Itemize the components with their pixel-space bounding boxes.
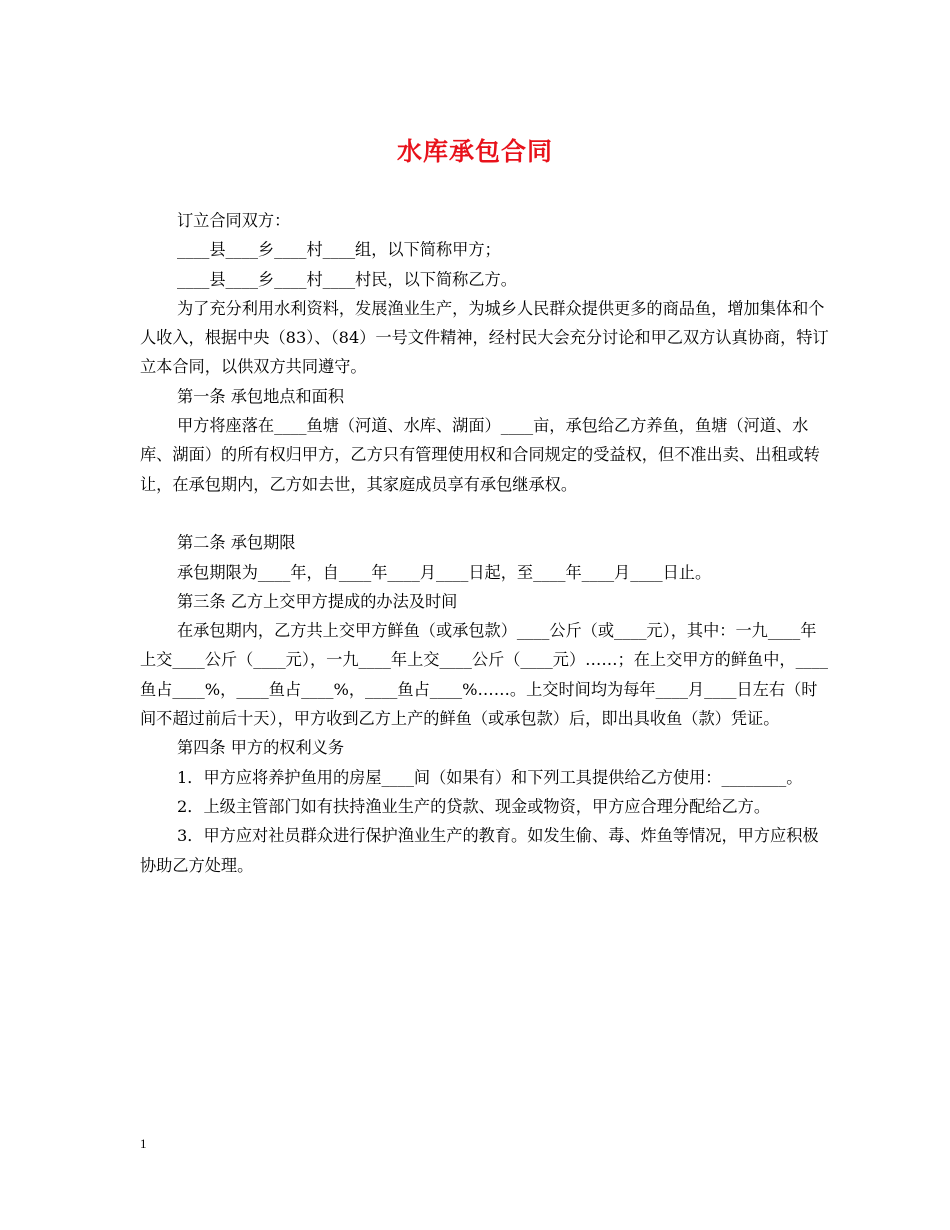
- article-3-heading: 第三条 乙方上交甲方提成的办法及时间: [177, 591, 458, 611]
- paragraph-party-b: ____县____乡____村____村民，以下简称乙方。: [177, 269, 517, 289]
- article-4-item-2: 2．上级主管部门如有扶持渔业生产的贷款、现金或物资，甲方应合理分配给乙方。: [177, 796, 771, 816]
- paragraph-party-a: ____县____乡____村____组，以下简称甲方；: [177, 240, 501, 260]
- article-1-body: 甲方将座落在____鱼塘（河道、水库、湖面）____亩，承包给乙方养鱼，鱼塘（河道、水库、湖面）的所有权归甲方，乙方只有管理使用权和合同规定的受益权，但不准出卖、出租或转让，在承包期内，乙方如去世，其家庭成员享有承包继承权。: [140, 416, 820, 494]
- paragraph-preamble: 为了充分利用水利资料，发展渔业生产，为城乡人民群众提供更多的商品鱼，增加集体和个人收入，根据中央（83）、（84）一号文件精神，经村民大会充分讨论和甲乙双方认真协商，特订立本合同，以供双方共同遵守。: [140, 298, 829, 377]
- blank-line: [140, 499, 830, 528]
- page-number: 1: [140, 1136, 147, 1151]
- document-title: 水库承包合同: [396, 137, 553, 166]
- article-1-heading: 第一条 承包地点和面积: [177, 386, 345, 406]
- article-2-heading: 第二条 承包期限: [177, 533, 296, 553]
- article-2-body: 承包期限为____年，自____年____月____日起，至____年____月____日止。: [177, 562, 712, 582]
- article-3-body: 在承包期内，乙方共上交甲方鲜鱼（或承包款）____公斤（或____元），其中：一九____年上交____公斤（____元），一九____年上交____公斤（____元）……；在上交甲方的鲜鱼中，____鱼占____%，____鱼占____%，____鱼占____%……。上交时间均为每年____月____日左右（时间不超过前后十天），甲方收到乙方上产的鲜鱼（或承包款）后，即出具收鱼（款）凭证。: [140, 621, 828, 729]
- article-4-heading: 第四条 甲方的权利义务: [177, 738, 345, 758]
- paragraph-parties-header: 订立合同双方：: [177, 211, 291, 230]
- article-4-item-3: 3．甲方应对社员群众进行保护渔业生产的教育。如发生偷、毒、炸鱼等情况，甲方应积极协助乙方处理。: [140, 826, 819, 875]
- article-4-item-1: 1．甲方应将养护鱼用的房屋____间（如果有）和下列工具提供给乙方使用：________。: [177, 767, 803, 787]
- document-body: [140, 206, 830, 880]
